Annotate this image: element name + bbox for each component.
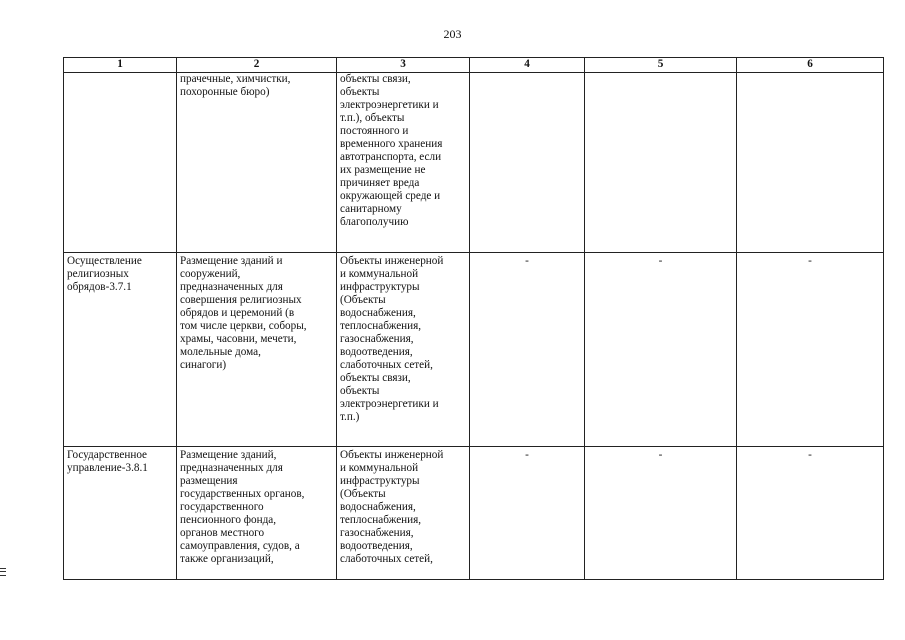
cell-text-line: молельные дома,	[180, 346, 261, 358]
cell-col5: -	[585, 253, 737, 447]
cell-text-line: Осуществление	[67, 255, 142, 267]
cell-use-type	[64, 73, 177, 253]
column-header: 3	[337, 58, 470, 73]
column-header: 4	[470, 58, 585, 73]
cell-col6: -	[737, 447, 884, 580]
cell-auxiliary-uses	[337, 73, 470, 253]
cell-description	[177, 73, 337, 253]
cell-text-line: Государственное	[67, 449, 148, 461]
cell-text-line: т.п.)	[340, 411, 360, 423]
cell-text-line: предназначенных для	[180, 462, 283, 474]
cell-text-line: газоснабжения,	[340, 333, 414, 345]
cell-text-line: управление-3.8.1	[67, 462, 148, 474]
cell-text-line: электроэнергетики и	[340, 99, 439, 111]
column-header: 2	[177, 58, 337, 73]
cell-use-type	[64, 447, 177, 580]
cell-text-line: Размещение зданий и	[180, 255, 283, 267]
table-row	[64, 253, 884, 447]
cell-text-line: водоотведения,	[340, 346, 413, 358]
cell-text-line: государственных органов,	[180, 488, 305, 500]
cell-text-line: синагоги)	[180, 359, 227, 371]
cell-text-line: размещения	[180, 475, 238, 487]
cell-col6	[737, 73, 884, 253]
cell-text-line: пенсионного фонда,	[180, 514, 277, 526]
cell-col4: -	[470, 253, 585, 447]
margin-mark	[0, 568, 6, 576]
cell-text-line: причиняет вреда	[340, 177, 420, 189]
column-header: 5	[585, 58, 737, 73]
cell-use-type	[64, 253, 177, 447]
cell-col5: -	[585, 447, 737, 580]
cell-text-line: объекты связи,	[340, 73, 411, 85]
cell-text-line: Объекты инженерной	[340, 449, 444, 461]
cell-text-line: религиозных	[67, 268, 129, 280]
cell-col4	[470, 73, 585, 253]
cell-text-line: Объекты инженерной	[340, 255, 444, 267]
page-number: 203	[443, 27, 462, 41]
cell-text-line: слаботочных сетей,	[340, 553, 433, 565]
table-row	[64, 447, 884, 580]
cell-text-line: (Объекты	[340, 488, 386, 500]
cell-auxiliary-uses	[337, 253, 470, 447]
cell-text-line: храмы, часовни, мечети,	[180, 333, 297, 345]
cell-text-line: и коммунальной	[340, 462, 419, 474]
cell-text-line: предназначенных для	[180, 281, 283, 293]
cell-text-line: также организаций,	[180, 553, 274, 565]
cell-text-line: сооружений,	[180, 268, 241, 280]
cell-text-line: водоснабжения,	[340, 307, 416, 319]
cell-text-line: совершения религиозных	[180, 294, 302, 306]
cell-text-line: слаботочных сетей,	[340, 359, 433, 371]
cell-text-line: водоотведения,	[340, 540, 413, 552]
cell-text-line: прачечные, химчистки,	[180, 73, 291, 85]
zoning-table	[63, 57, 884, 580]
cell-text-line: водоснабжения,	[340, 501, 416, 513]
cell-text-line: похоронные бюро)	[180, 86, 270, 98]
column-header: 6	[737, 58, 884, 73]
cell-text-line: автотранспорта, если	[340, 151, 442, 163]
cell-text-line: органов местного	[180, 527, 265, 539]
cell-text-line: объекты	[340, 86, 380, 98]
cell-text-line: объекты	[340, 385, 380, 397]
cell-text-line: электроэнергетики и	[340, 398, 439, 410]
cell-text-line: и коммунальной	[340, 268, 419, 280]
cell-text-line: постоянного и	[340, 125, 409, 137]
cell-text-line: их размещение не	[340, 164, 426, 176]
cell-text-line: объекты связи,	[340, 372, 411, 384]
table-row	[64, 73, 884, 253]
cell-description	[177, 447, 337, 580]
cell-auxiliary-uses	[337, 447, 470, 580]
cell-col4: -	[470, 447, 585, 580]
cell-text-line: газоснабжения,	[340, 527, 414, 539]
cell-text-line: обрядов-3.7.1	[67, 281, 132, 293]
cell-text-line: т.п.), объекты	[340, 112, 405, 124]
cell-text-line: самоуправления, судов, а	[180, 540, 300, 552]
cell-description	[177, 253, 337, 447]
cell-text-line: благополучию	[340, 216, 409, 228]
cell-text-line: том числе церкви, соборы,	[180, 320, 307, 332]
table-header-row	[64, 58, 884, 73]
cell-text-line: Размещение зданий,	[180, 449, 277, 461]
cell-text-line: санитарному	[340, 203, 402, 215]
cell-text-line: теплоснабжения,	[340, 514, 422, 526]
cell-text-line: временного хранения	[340, 138, 443, 150]
cell-text-line: государственного	[180, 501, 264, 513]
cell-col6: -	[737, 253, 884, 447]
cell-text-line: теплоснабжения,	[340, 320, 422, 332]
cell-text-line: обрядов и церемоний (в	[180, 307, 295, 319]
column-header: 1	[64, 58, 177, 73]
cell-text-line: (Объекты	[340, 294, 386, 306]
cell-col5	[585, 73, 737, 253]
cell-text-line: инфраструктуры	[340, 475, 420, 487]
cell-text-line: инфраструктуры	[340, 281, 420, 293]
cell-text-line: окружающей среде и	[340, 190, 441, 202]
